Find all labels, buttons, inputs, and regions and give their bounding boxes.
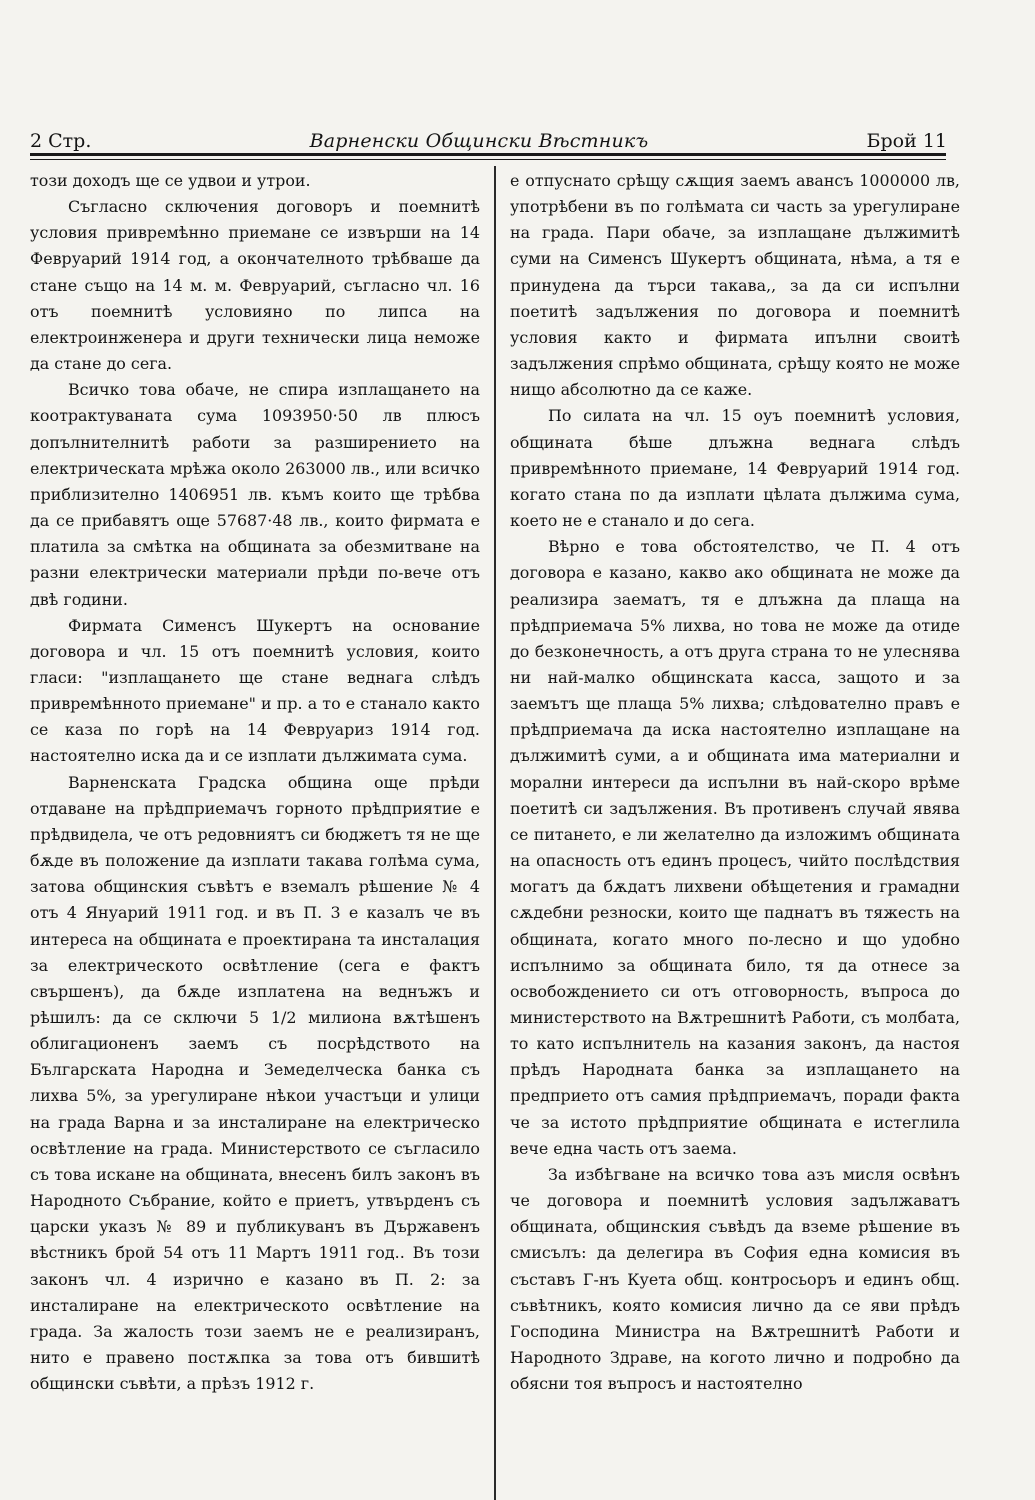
page-header: [30, 116, 947, 152]
paragraph: е отпуснато срѣщу сѫщия заемъ авансъ 1000000 лв, употрѣбени въ по голѣмата си часть за урегулиране на града. Пари обаче, за изплащане дължимитѣ суми на Сименсъ Шукертъ общината, нѣма, а тя е принудена да търси такава,, за да си испълни поетитѣ задължения по договора и поемнитѣ условия както и фирмата ипълни своитѣ задължения спрѣмо общината, срѣщу която не може нищо абсолютно да се каже.: [510, 171, 960, 400]
paragraph: Вѣрно е това обстоятелство, че П. 4 отъ договора е казано, какво ако общината не може да реализира заематъ, тя е длъжна да плаща на прѣдприемача 5% лихва, но това не може да отиде до безконечность, а отъ друга страна то не улеснява ни най-малко общинската касса, защото и за заемътъ ще плаща 5% лихва; слѣдователно правъ е прѣдприемача да иска настоятелно изплащане на дължимитѣ суми, а и общината има материални и морални интереси да испълни въ най-скоро врѣме поетитѣ си задължения. Въ противенъ случай явява се питането, е ли желателно да изложимъ общината на опасность отъ единъ процесъ, чийто послѣдствия могатъ да бѫдатъ лихвени обѣщетения и грамадни сѫдебни резноски, които ще паднатъ въ тяжесть на общината, когато много по-лесно и що удобно испълнимо за общината било, тя да отнесе за освобождението си отъ отговорность, въпроса до министерството на Вѫтрешнитѣ Работи, съ молбата, то като испълнитель на казания законъ, да настоя прѣдъ Народната банка за изплащането на предприето отъ самия прѣдприемачъ, поради факта че за истото прѣдприятие общината е истеглила вече една часть отъ заема.: [510, 537, 960, 1158]
column-divider: [494, 166, 496, 1500]
header-rule-thick: [30, 153, 946, 156]
header-rule-thin: [30, 159, 946, 160]
left-column: [30, 168, 480, 1498]
newspaper-title: Варненски Общински Вѣстникъ: [309, 130, 649, 152]
paragraph: Съгласно сключения договоръ и поемнитѣ условия привремѣнно приемане се извърши на 14 Февруарий 1914 год, а окончателното трѣбваше да стане също на 14 м. м. Февруарий, съгласно чл. 16 отъ поемнитѣ условияно по липса на електроинженера и други технически лица неможе да стане до сега.: [30, 197, 480, 374]
paragraph: Всичко това обаче, не спира изплащането на коотрактуваната сума 1093950·50 лв плюсъ допълнителнитѣ работи за разширението на електрическата мрѣжа около 263000 лв., или всичко приблизително 1406951 лв. къмъ които ще трѣбва да се прибавятъ още 57687·48 лв., които фирмата е платила за смѣтка на общината за обезмитване на разни електрически материали прѣди по-вече отъ двѣ години.: [30, 380, 480, 609]
paragraph: този доходъ ще се удвои и утрои.: [30, 171, 311, 190]
paragraph: Фирмата Сименсъ Шукертъ на основание договора и чл. 15 отъ поемнитѣ условия, които гласи: "изплащането ще стане веднага слѣдъ привремѣнното приемане" и пр. а то е станало както се каза по горѣ на 14 Февруариз 1914 год. настоятелно иска да и се изплати дължимата сума.: [30, 615, 480, 766]
page-number: 2 Стр.: [30, 130, 92, 152]
paragraph: За избѣгване на всичко това азъ мисля освѣнъ че договора и поемнитѣ условия задължаватъ общината, общинския съвѣдъ да вземе рѣшение въ смисълъ: да делегира въ София една комисия въ съставъ Г-нъ Куета общ. контросьоръ и единъ общ. съвѣтникъ, която комисия лично да се яви прѣдъ Господина Министра на Вѫтрешнитѣ Работи и Народното Здраве, на когото лично и подробно да обясни тоя въпросъ и настоятелно: [510, 1164, 960, 1394]
paragraph: По силата на чл. 15 оуъ поемнитѣ условия, общината бѣше длъжна веднага слѣдъ привремѣнното приемане, 14 Февруарий 1914 год. когато стана по да изплати цѣлата дължима сума, което не е станало и до сега.: [510, 406, 960, 531]
right-column: [510, 168, 960, 1498]
paragraph: Варненската Градска община още прѣди отдаване на прѣдприемачъ горното прѣдприятие е прѣдвидела, че отъ редовниятъ си бюджетъ тя не ще бѫде въ положение да изплати такава голѣма сума, затова общинския съвѣтъ е вземалъ рѣшение № 4 отъ 4 Януарий 1911 год. и въ П. 3 е казалъ че въ интереса на общината е проектирана та инсталация за електрическото освѣтление (сега е фактъ свършенъ), да бѫде изплатена на веднъжъ и рѣшилъ: да се сключи 5 1/2 милиона вѫтѣшенъ облигационенъ заемъ съ посрѣдството на Българската Народна и Земеделческа банка съ лихва 5%, за урегулиране нѣкои участъци и улици на града Варна и за инсталиране на електрическо освѣтление на града. Министерството се съгласило съ това искане на общината, внесенъ билъ законъ въ Народното Събрание, който е приетъ, утвърденъ съ царски указъ № 89 и публикуванъ въ Държавенъ вѣстникъ брой 54 отъ 11 Мартъ 1911 год.. Въ този законъ чл. 4 изрично е казано въ П. 2: за инсталиране на електрическото освѣтление на града. За жалость този заемъ не е реализиранъ, нито е правено постѫпка за това отъ бившитѣ общински съвѣти, а прѣзъ 1912 г.: [30, 772, 480, 1394]
issue-number: Брой 11: [866, 130, 947, 152]
